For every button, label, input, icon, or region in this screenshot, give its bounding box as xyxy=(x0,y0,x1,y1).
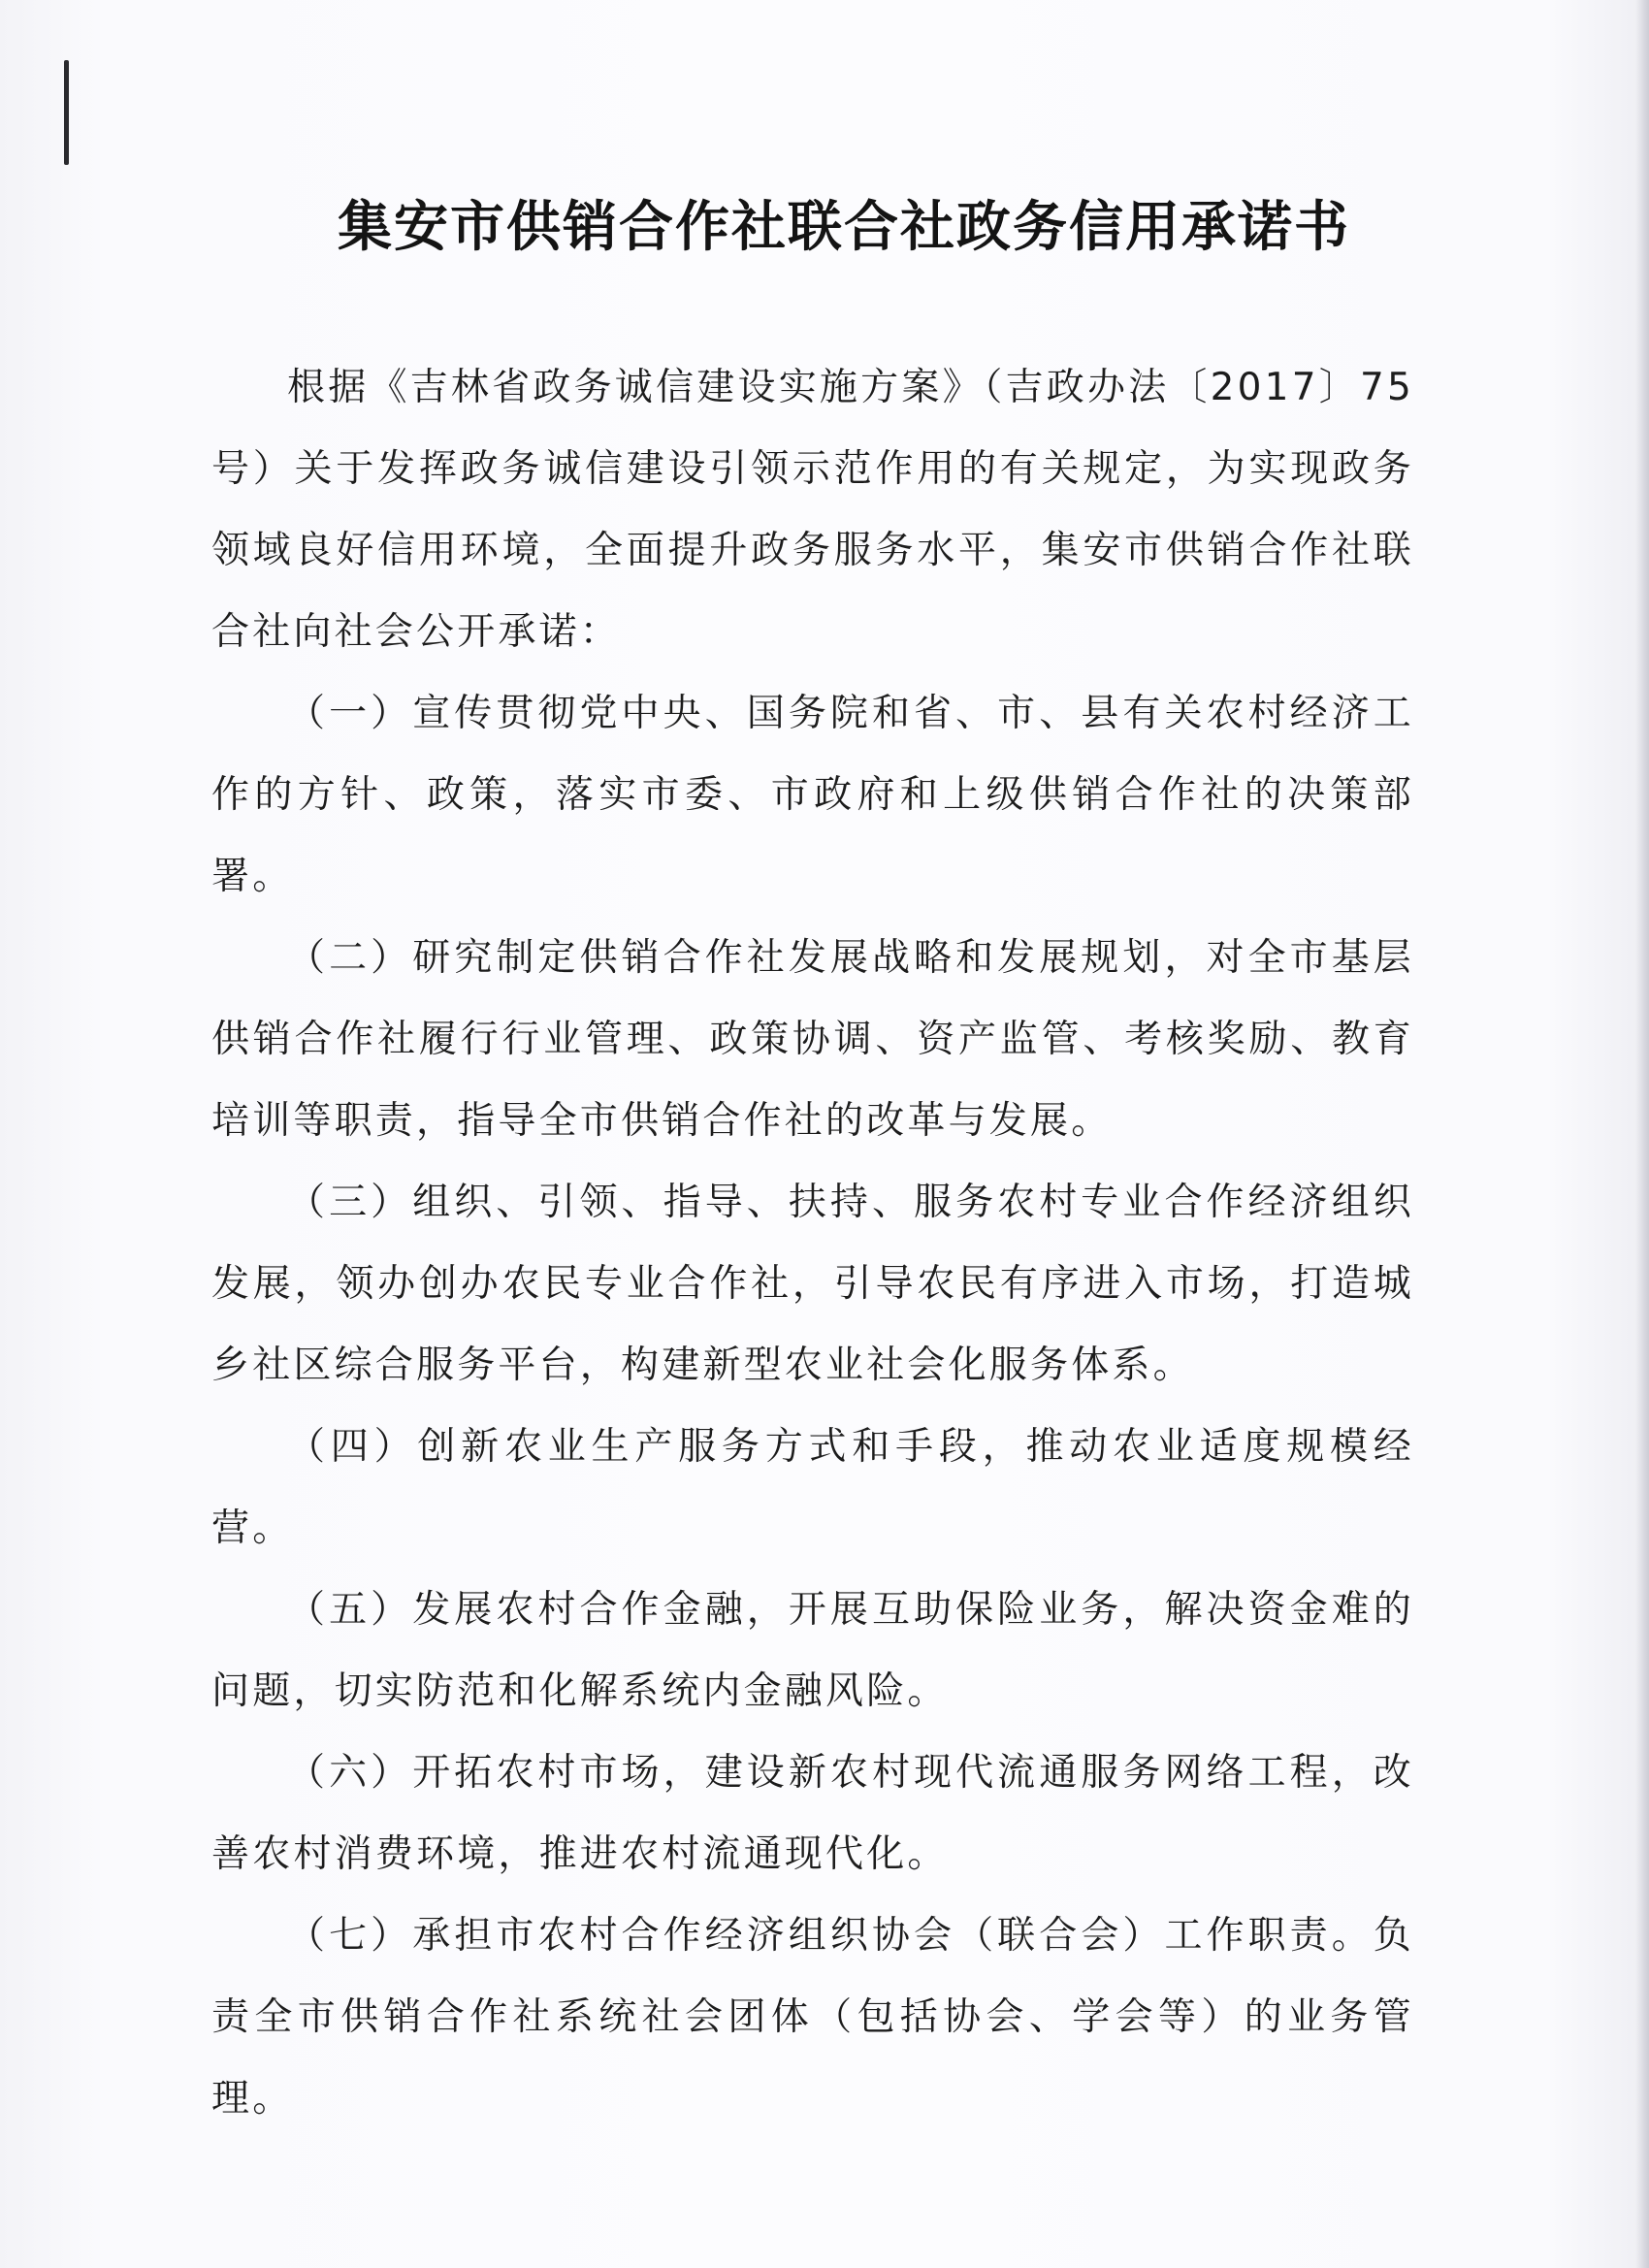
document-body xyxy=(211,347,1414,2140)
document-title: 集安市供销合作社联合社政务信用承诺书 xyxy=(338,195,1350,259)
paragraph-item-7: （七）承担市农村合作经济组织协会（联合会）工作职责。负责全市供销合作社系统社会团体（包括协会、学会等）的业务管理。 xyxy=(211,1914,1414,2121)
paragraph-item-3: （三）组织、引领、指导、扶持、服务农村专业合作经济组织发展，领办创办农民专业合作社，引导农民有序进入市场，打造城乡社区综合服务平台，构建新型农业社会化服务体系。 xyxy=(211,1181,1414,1387)
binding-mark xyxy=(64,60,69,165)
paragraph-item-2: （二）研究制定供销合作社发展战略和发展规划，对全市基层供销合作社履行行业管理、政策协调、资产监管、考核奖励、教育培训等职责，指导全市供销合作社的改革与发展。 xyxy=(211,936,1414,1143)
paragraph-item-4: （四）创新农业生产服务方式和手段，推动农业适度规模经营。 xyxy=(211,1425,1414,1550)
page-edge-shadow xyxy=(1635,0,1649,2268)
paragraph-item-1: （一）宣传贯彻党中央、国务院和省、市、县有关农村经济工作的方针、政策，落实市委、市政府和上级供销合作社的决策部署。 xyxy=(211,692,1414,898)
paragraph-item-5: （五）发展农村合作金融，开展互助保险业务，解决资金难的问题，切实防范和化解系统内金融风险。 xyxy=(211,1588,1414,1713)
paragraph-item-6: （六）开拓农村市场，建设新农村现代流通服务网络工程，改善农村消费环境，推进农村流通现代化。 xyxy=(211,1751,1414,1876)
paragraph-intro: 根据《吉林省政务诚信建设实施方案》（吉政办法〔2017〕75 号）关于发挥政务诚信建设引领示范作用的有关规定，为实现政务领域良好信用环境，全面提升政务服务水平，集安市供销合作社联合社向社会公开承诺： xyxy=(211,366,1414,654)
